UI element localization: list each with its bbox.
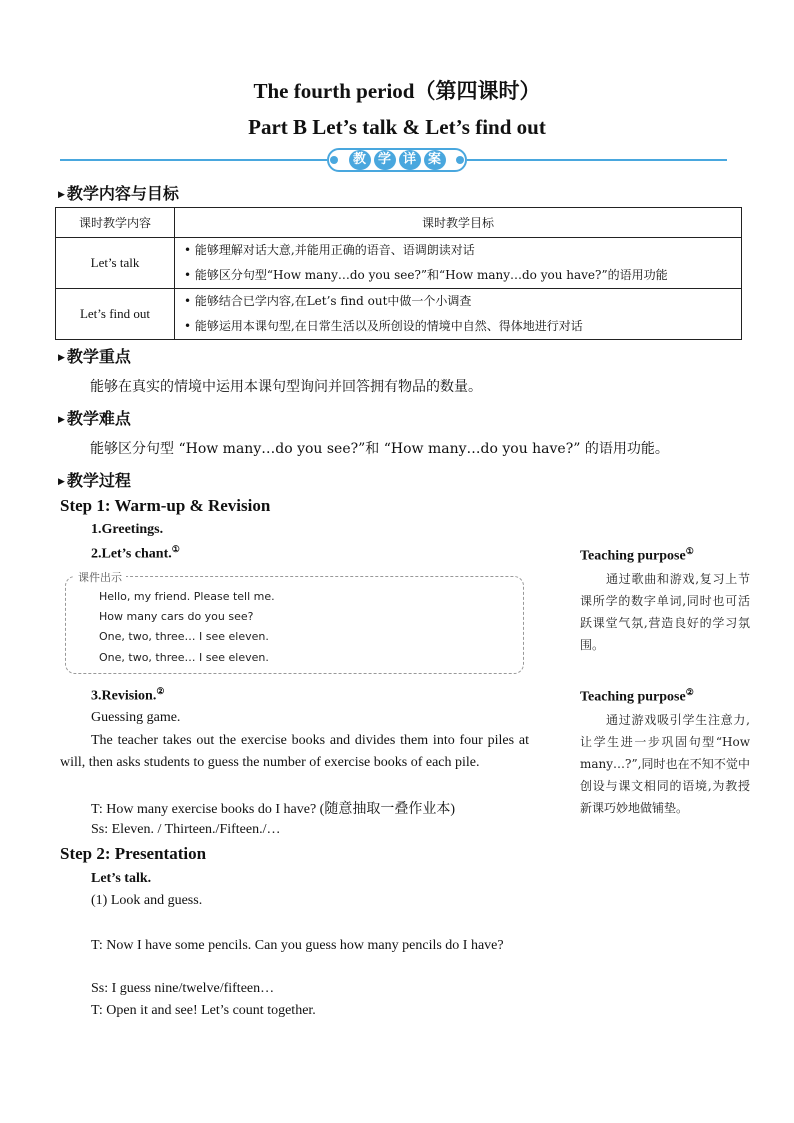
banner-line-right xyxy=(467,159,727,161)
table-cell-content: Let’s talk xyxy=(56,238,175,289)
guessing-game-text: Guessing game. xyxy=(91,710,181,725)
step1-item-greetings: 1.Greetings. xyxy=(91,522,164,537)
difficulties-text: 能够区分句型 “How many…do you see?”和 “How many…do you have?” 的语用功能。 xyxy=(90,441,669,457)
teacher-pencil-question: T: Now I have some pencils. Can you guess how many pencils do I have? xyxy=(91,938,504,953)
footnote-mark: ① xyxy=(171,544,180,554)
step2-sub-heading: Let’s talk. xyxy=(91,871,152,886)
chant-line: Hello, my friend. Please tell me. xyxy=(99,590,275,603)
chant-line: One, two, three… I see eleven. xyxy=(99,651,269,664)
banner-line-left xyxy=(60,159,327,161)
table-header-row xyxy=(56,208,742,238)
students-line: Ss: Eleven. / Thirteen./Fifteen./… xyxy=(91,822,281,837)
lesson-plan-banner xyxy=(327,148,467,172)
page-title: The fourth period（第四课时） xyxy=(253,79,541,103)
table-row xyxy=(56,238,742,289)
teaching-purpose-heading: Teaching purpose① xyxy=(580,546,694,564)
triangle-bullet-icon: ▶ xyxy=(58,477,65,487)
step1-item-chant: 2.Let’s chant.① xyxy=(91,544,180,562)
goal-item: • 能够区分句型“How many…do you see?”和“How many…do you have?”的语用功能 xyxy=(184,268,668,282)
goals-table xyxy=(55,207,742,340)
goal-item: • 能够结合已学内容,在Let’s find out中做一个小调查 xyxy=(184,294,472,308)
banner-char: 详 xyxy=(399,150,421,170)
table-row xyxy=(56,289,742,340)
table-cell-content: Let’s find out xyxy=(56,289,175,340)
section-heading-difficulties: ▶ 教学难点 xyxy=(58,409,131,428)
triangle-bullet-icon: ▶ xyxy=(58,353,65,363)
step2-heading: Step 2: Presentation xyxy=(60,844,207,863)
triangle-bullet-icon: ▶ xyxy=(58,415,65,425)
table-header-goals: 课时教学目标 xyxy=(175,208,742,238)
section-heading-process: ▶ 教学过程 xyxy=(58,471,131,490)
section-heading-goals: ▶ 教学内容与目标 xyxy=(58,184,179,203)
teaching-purpose-text: 通过歌曲和游戏,复习上节课所学的数字单词,同时也可活跃课堂气氛,营造良好的学习氛围。 xyxy=(580,572,750,652)
chant-line: One, two, three… I see eleven. xyxy=(99,630,269,643)
footnote-mark: ② xyxy=(685,687,694,697)
step1-item-revision: 3.Revision.② xyxy=(91,686,165,704)
chant-box-label: 课件出示 xyxy=(74,569,126,585)
banner-char: 案 xyxy=(424,150,446,170)
footnote-mark: ① xyxy=(685,546,694,556)
table-cell-goals xyxy=(175,289,742,340)
teacher-count-line: T: Open it and see! Let’s count together. xyxy=(91,1003,316,1018)
step1-heading: Step 1: Warm-up & Revision xyxy=(60,496,271,515)
goal-item: • 能够理解对话大意,并能用正确的语音、语调朗读对话 xyxy=(184,243,475,257)
triangle-bullet-icon: ▶ xyxy=(58,190,65,200)
teacher-line: T: How many exercise books do I have? (随意抽取一叠作业本) xyxy=(91,802,455,817)
students-guess-line: Ss: I guess nine/twelve/fifteen… xyxy=(91,981,275,996)
teaching-purpose-heading: Teaching purpose② xyxy=(580,687,694,705)
table-cell-goals xyxy=(175,238,742,289)
table-header-content: 课时教学内容 xyxy=(56,208,175,238)
key-points-text: 能够在真实的情境中运用本课句型询问并回答拥有物品的数量。 xyxy=(90,379,482,395)
chant-line: How many cars do you see? xyxy=(99,610,254,623)
footnote-mark: ② xyxy=(156,686,165,696)
goal-item: • 能够运用本课句型,在日常生活以及所创设的情境中自然、得体地进行对话 xyxy=(184,319,583,333)
page-subtitle: Part B Let’s talk & Let’s find out xyxy=(248,115,546,139)
teaching-purpose-text: 通过游戏吸引学生注意力,让学生进一步巩固句型“How many…?”,同时也在不知不觉中创设与课文相同的语境,为教授新课巧妙地做铺垫。 xyxy=(580,713,750,815)
look-and-guess: (1) Look and guess. xyxy=(91,893,203,908)
revision-paragraph: The teacher takes out the exercise books and divides them into four piles at will, then asks students to guess the number of exercise books of each pile. xyxy=(60,733,529,770)
banner-char: 教 xyxy=(349,150,371,170)
section-heading-key-points: ▶ 教学重点 xyxy=(58,347,131,366)
banner-char: 学 xyxy=(374,150,396,170)
